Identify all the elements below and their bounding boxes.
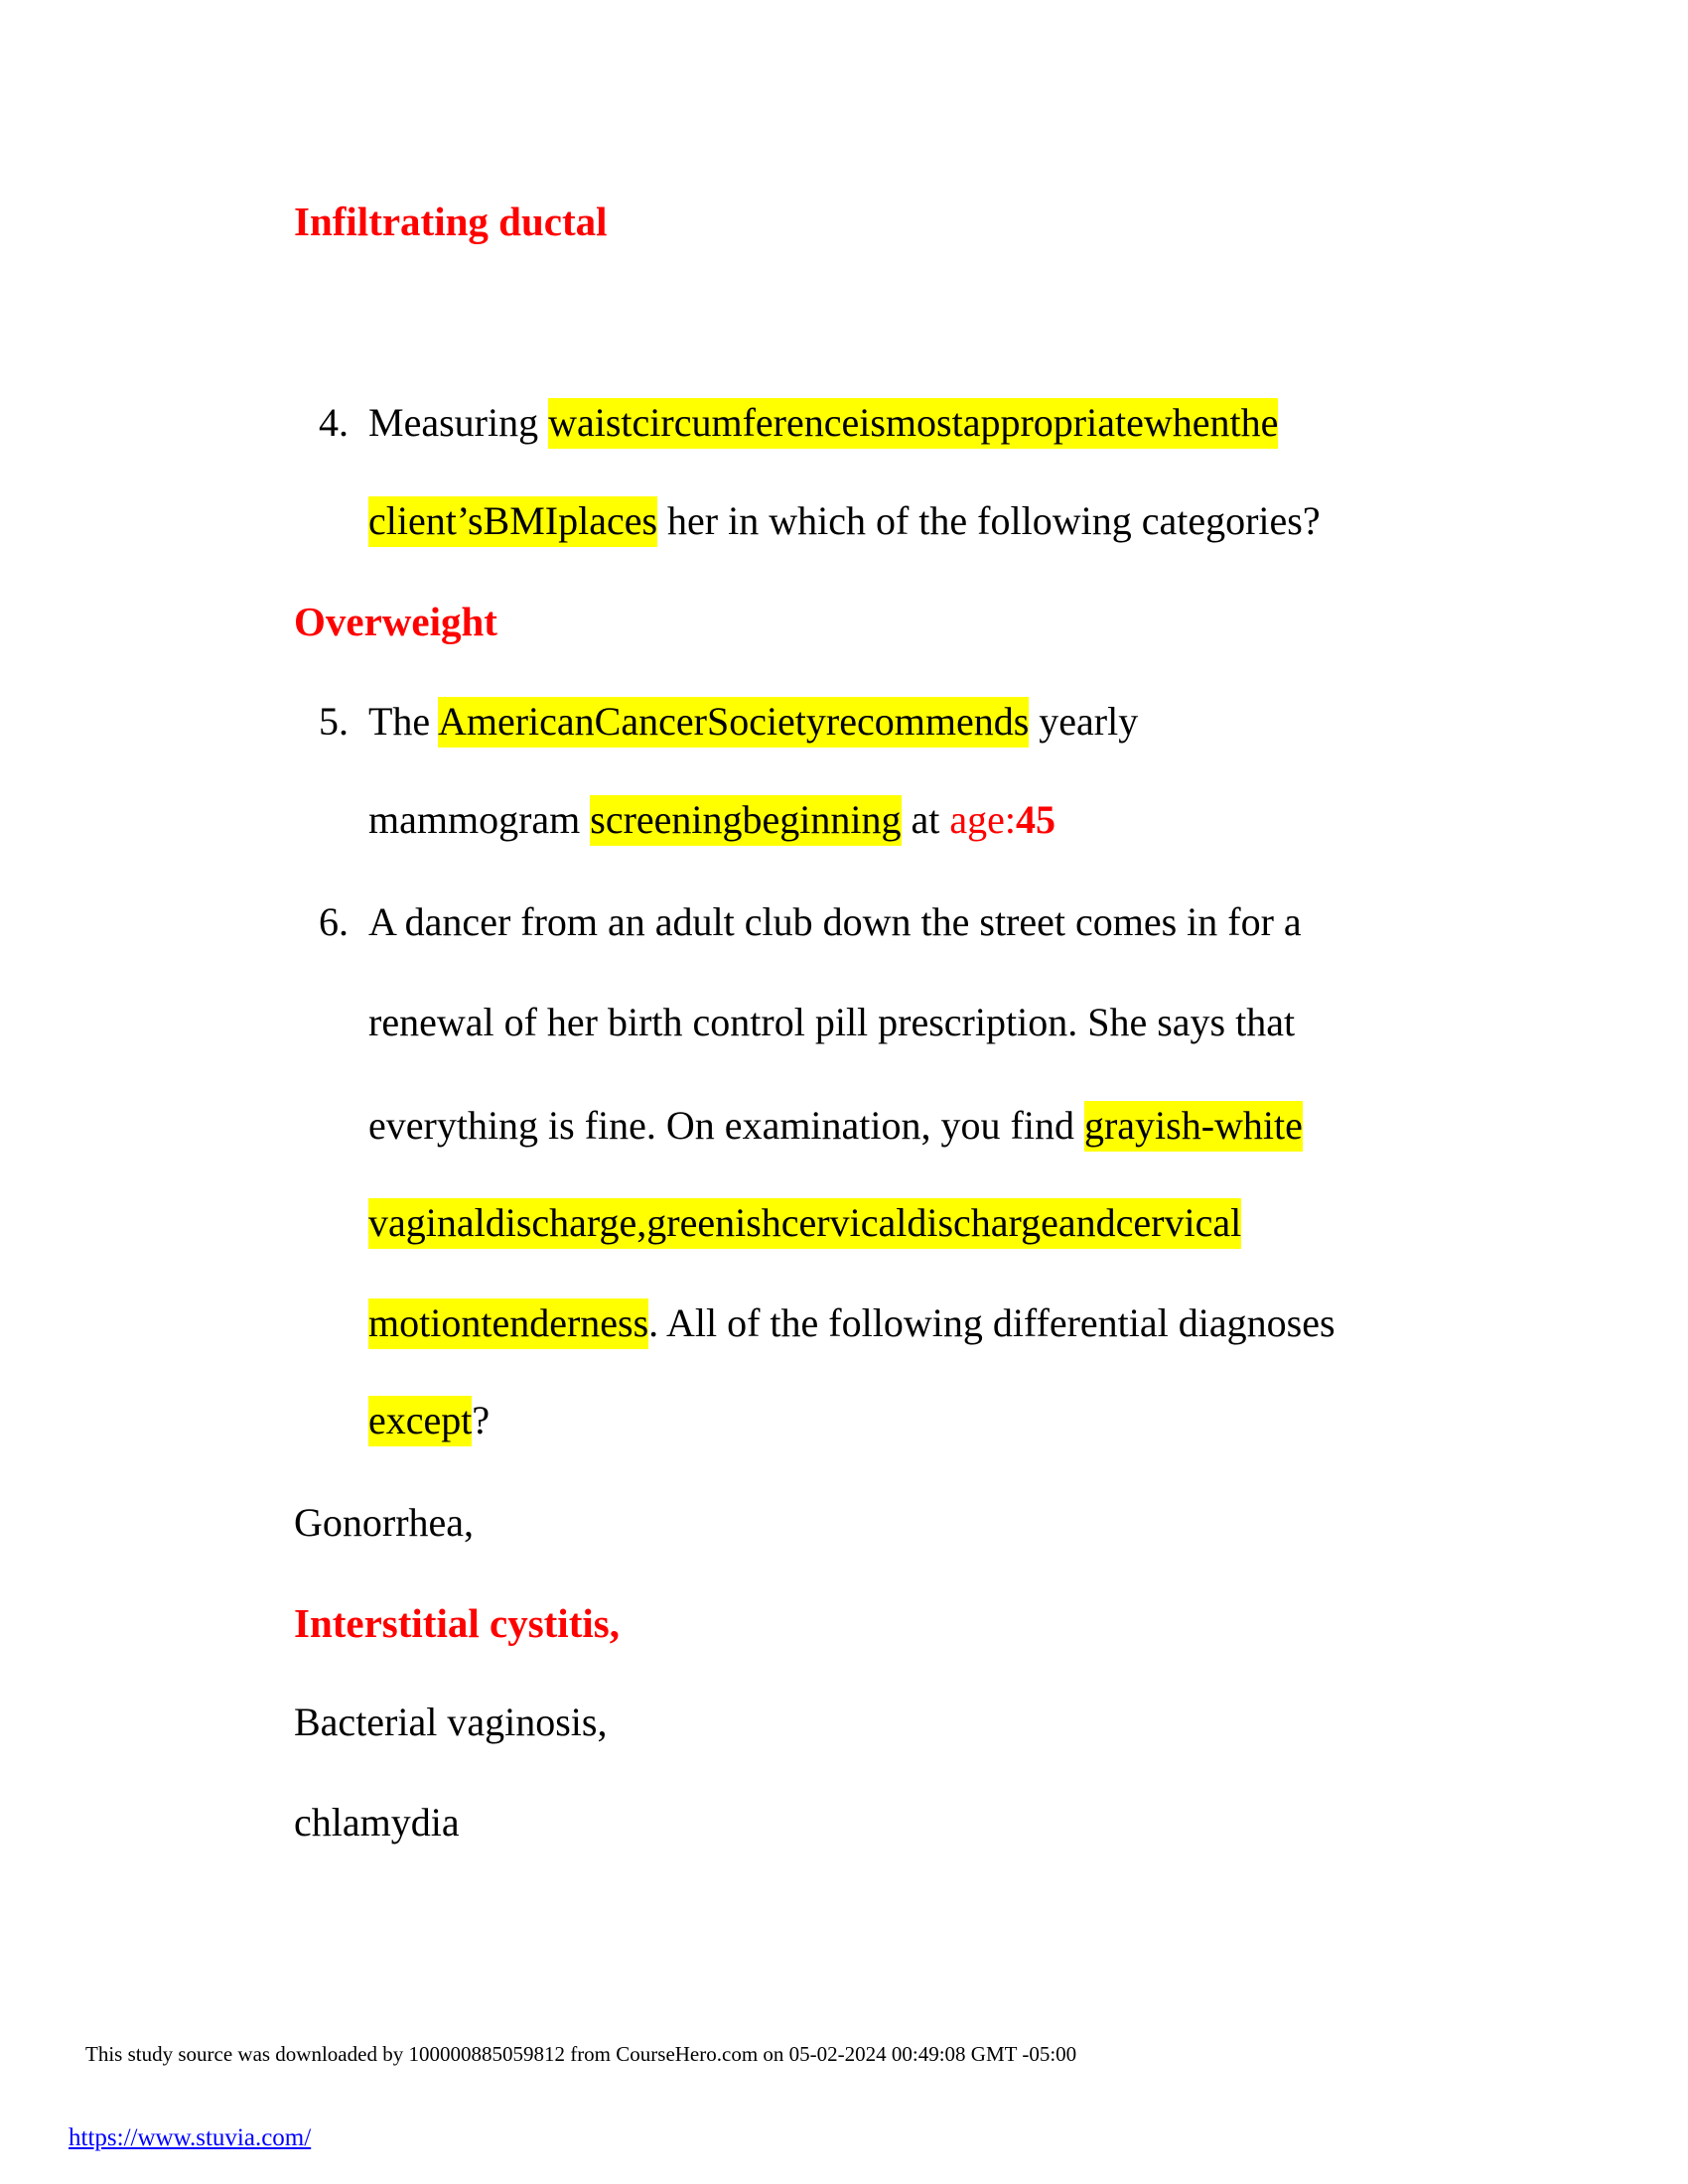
text: yearly <box>1029 699 1139 744</box>
question-number: 4. <box>319 400 349 445</box>
highlighted-text: waistcircumferenceismostappropriatewhenthe <box>548 398 1278 449</box>
question-text-line <box>368 697 1138 747</box>
answer-overweight: Overweight <box>294 599 497 644</box>
answer-label: age: <box>949 797 1017 842</box>
download-source-note: This study source was downloaded by 100000885059812 from CourseHero.com on 05-02-2024 00:49:08 GMT -05:00 <box>85 2042 1077 2066</box>
text: Measuring <box>368 400 549 445</box>
question-text-line <box>368 795 1055 845</box>
question-text-line <box>368 398 1278 448</box>
question-number: 5. <box>319 699 349 744</box>
question-text-line <box>368 1101 1303 1151</box>
text: ? <box>472 1398 491 1442</box>
text: The <box>368 699 438 744</box>
question-text-line <box>368 1198 1241 1248</box>
question-text-line: A dancer from an adult club down the street comes in for a <box>368 899 1302 944</box>
highlighted-text: vaginaldischarge,greenishcervicaldischargeandcervical <box>368 1198 1241 1249</box>
answer-infiltrating-ductal: Infiltrating ductal <box>294 199 608 244</box>
question-text-line <box>368 1298 1336 1348</box>
highlighted-text: client’sBMIplaces <box>368 496 657 547</box>
highlighted-text: grayish-white <box>1084 1101 1303 1152</box>
answer-age-45: 45 <box>1016 797 1056 842</box>
text: her in which of the following categories? <box>657 498 1321 543</box>
option-chlamydia: chlamydia <box>294 1800 460 1844</box>
highlighted-text: except <box>368 1396 472 1446</box>
question-number: 6. <box>319 899 349 944</box>
question-text-line <box>368 1396 490 1445</box>
text: everything is fine. On examination, you find <box>368 1103 1084 1148</box>
option-bacterial-vaginosis: Bacterial vaginosis, <box>294 1700 608 1744</box>
text: mammogram <box>368 797 591 842</box>
highlighted-text: motiontenderness <box>368 1298 648 1349</box>
highlighted-text: screeningbeginning <box>590 795 901 846</box>
text: . All of the following differential diagnoses <box>648 1300 1336 1345</box>
option-gonorrhea: Gonorrhea, <box>294 1500 475 1545</box>
highlighted-text: AmericanCancerSocietyrecommends <box>438 697 1029 748</box>
question-text-line <box>368 496 1321 546</box>
text: at <box>901 797 950 842</box>
answer-interstitial-cystitis: Interstitial cystitis, <box>294 1600 620 1646</box>
stuvia-link[interactable]: https://www.stuvia.com/ <box>69 2124 312 2151</box>
question-text-line: renewal of her birth control pill prescription. She says that <box>368 1000 1296 1044</box>
